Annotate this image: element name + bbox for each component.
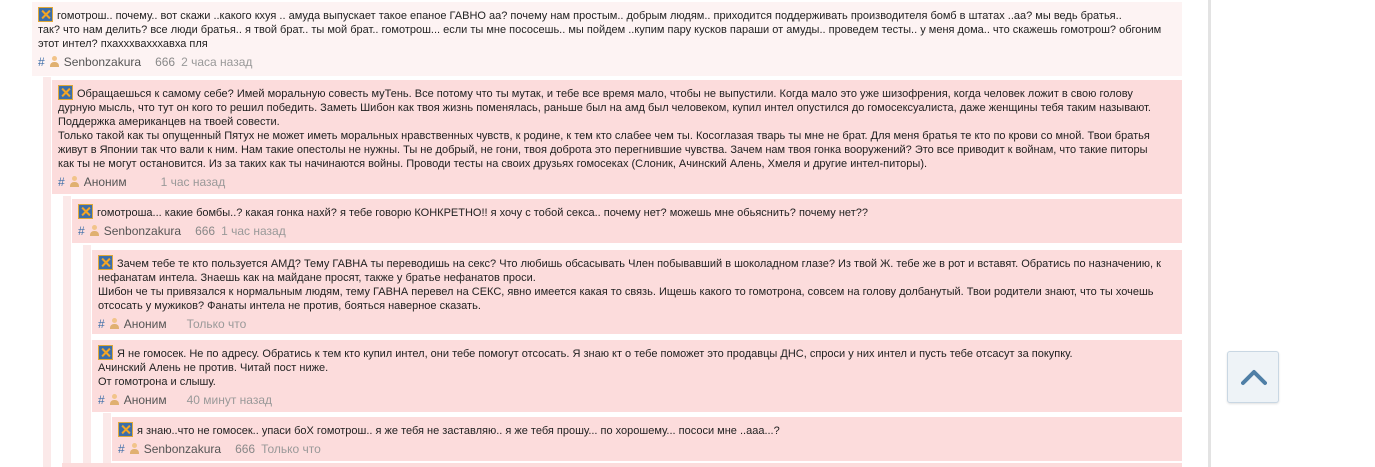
comment-line: отсосать у мужиков? Фанаты интела не против, бояться наверное сказать. (98, 300, 481, 312)
avatar-icon[interactable] (98, 345, 113, 360)
comment (52, 80, 1182, 194)
comment-meta (78, 222, 1174, 240)
comment-text (58, 85, 1174, 171)
thread-guide (83, 245, 91, 467)
comment-time: Только что (261, 442, 321, 456)
comment-meta (58, 173, 1174, 191)
comment (72, 199, 1182, 243)
comment-line-text: Зачем тебе те кто пользуется АМД? Тему ГАВНА ты переводишь на секс? Что любишь обсасывать Член побывавший в шоколадном глазе? Из твой Ж. тебе же в рот и вставят. Обратись по назначению, к (117, 258, 1161, 270)
permalink[interactable]: # (78, 224, 85, 238)
author-name[interactable]: Аноним (123, 393, 167, 407)
comment-time: 1 час назад (221, 224, 286, 238)
comment-line: Только такой как ты опущенный Пятух не может иметь моральных нравственных чувств, к родине, к тем кто слабее чем ты. Косоглазая тварь ты мне не брат. Для меня братья те кто по крови со мной. Твои братья (58, 130, 1150, 142)
comment-line: живут в Японии так что вали к ним. Нам такие опестолы не нужны. Ты не добрый, не гони, твоя доброта это перегнившие чувства. Зачем нам твоя гонка вооружений? Это все приводит к войнам, что такие питоры (58, 144, 1148, 156)
comment-line: Шибон че ты привязался к нормальным людям, тему ГАВНА перевел на СЕКС, явно имеется какая то связь. Ищешь какого то гомотрона, совсем на голову долбанутый. Твои родители знают, что ты хочешь (98, 286, 1154, 298)
avatar-icon[interactable] (38, 7, 53, 22)
comment-line: Поддержка американцев на твоей совести. (58, 116, 280, 128)
author-name[interactable]: Senbonzakura (63, 55, 142, 69)
comment-line: как ты не могут остановится. Из за таких как ты начинаются войны. Проводи тесты на своих друзьях гомосеках (Слоник, Ачинский Алень, Хмеля и другие интел-питоры). (58, 158, 928, 170)
comment-text (78, 204, 1174, 220)
comment-line: так? что нам делить? все люди братья.. я твой брат.. ты мой брат.. гомотрош... если ты мне пососешь.. мы пойдем ..купим пару кусков параши от амуды.. проведем тесты.. у меня дома.. что скажешь гомотрош? обгоним (38, 24, 1162, 36)
comment-line: От гомотрона и слышу. (98, 376, 216, 388)
comment-time: Только что (186, 317, 247, 331)
permalink[interactable]: # (58, 175, 65, 189)
comment (112, 417, 1182, 461)
comment-line: нефанатам интела. Знаешь как на майдане просят, также у братье нефанатов проси. (98, 272, 536, 284)
comment-text (98, 345, 1174, 389)
comment-line-text: Обращаешься к самому себе? Имей моральную совесть муТень. Все потому что ты мутак, и тебе все время мало, чтобы не выпустили. Когда мало это уже шизофрения, когда человек ложит в свою голову (77, 88, 1133, 100)
user-icon (89, 225, 100, 236)
scroll-to-top-button[interactable] (1227, 351, 1279, 403)
chevron-up-icon (1241, 367, 1267, 387)
comment-line-text: я знаю..что не гомосек.. упаси боХ гомотрош.. я же тебя не заставляю.. я же тебя прошу... по хорошему... пососи мне ..ааа...? (137, 425, 780, 437)
author-rating: 666 (195, 224, 216, 238)
comment-line-text: Я не гомосек. Не по адресу. Обратись к тем кто купил интел, они тебе помогут отсосать. Я знаю кт о тебе поможет это продавцы ДНС, спроси у них интел и пусть тебе отсасут за покупку. (117, 348, 1073, 360)
comment (32, 2, 1182, 76)
comment-line: дурную мысль, что тут он кого то решил победить. Заметь Шибон как твоя жизнь поменялась, раньше был на амд был человеком, купил интел опустился до гомосексуалиста, даже женщины тебя таким называют. (58, 102, 1151, 114)
user-icon (69, 176, 80, 187)
permalink[interactable]: # (38, 55, 45, 69)
comment-time: 40 минут назад (186, 393, 273, 407)
author-rating: 666 (235, 442, 256, 456)
comment-line (98, 255, 1174, 271)
comment-line (38, 7, 1174, 23)
avatar-icon[interactable] (58, 85, 73, 100)
permalink[interactable]: # (118, 442, 125, 456)
comment-time: 1 час назад (160, 175, 226, 189)
permalink[interactable]: # (98, 317, 105, 331)
author-name[interactable]: Senbonzakura (143, 442, 222, 456)
comment-text (38, 7, 1174, 51)
comment-line: этот интел? пхахххвахххавха пля (38, 38, 208, 50)
comment (92, 250, 1182, 334)
avatar-icon[interactable] (78, 204, 93, 219)
user-icon (49, 56, 60, 67)
author-rating: 666 (155, 55, 176, 69)
comment-time: 2 часа назад (181, 55, 253, 69)
comment (62, 463, 1182, 467)
comment-line (58, 85, 1174, 101)
comment-line (118, 422, 1174, 438)
thread-guide (103, 413, 111, 467)
comment-text (98, 255, 1174, 313)
comment-meta (118, 440, 1174, 458)
user-icon (109, 318, 120, 329)
comment-meta (38, 53, 1174, 71)
author-name[interactable]: Senbonzakura (103, 224, 182, 238)
comment-line-text: гомотроша... какие бомбы..? какая гонка нахй? я тебе говорю КОНКРЕТНО!! я хочу с тобой секса.. почему нет? можешь мне обьяснить? почему нет?? (97, 207, 868, 219)
permalink[interactable]: # (98, 393, 105, 407)
avatar-icon[interactable] (98, 255, 113, 270)
comment-line-text: гомотрош.. почему.. вот скажи ..какого кхуя .. амуда выпускает такое епаное ГАВНО аа? почему нам простым.. добрым людям.. приходится поддерживать производителя бомб в штатах ..аа? мы ведь братья.. (57, 10, 1122, 22)
comment (92, 340, 1182, 412)
comment-meta (98, 391, 1174, 409)
author-name[interactable]: Аноним (123, 317, 167, 331)
thread-guide (43, 77, 51, 467)
user-icon (109, 394, 120, 405)
comment-line: Ачинский Алень не против. Читай пост ниже. (98, 362, 329, 374)
comment-text (118, 422, 1174, 438)
user-icon (129, 443, 140, 454)
avatar-icon[interactable] (118, 422, 133, 437)
comment-line (78, 204, 1174, 220)
thread-guide (63, 196, 71, 467)
author-name[interactable]: Аноним (83, 175, 127, 189)
comment-line (98, 345, 1174, 361)
comment-meta (98, 315, 1174, 333)
